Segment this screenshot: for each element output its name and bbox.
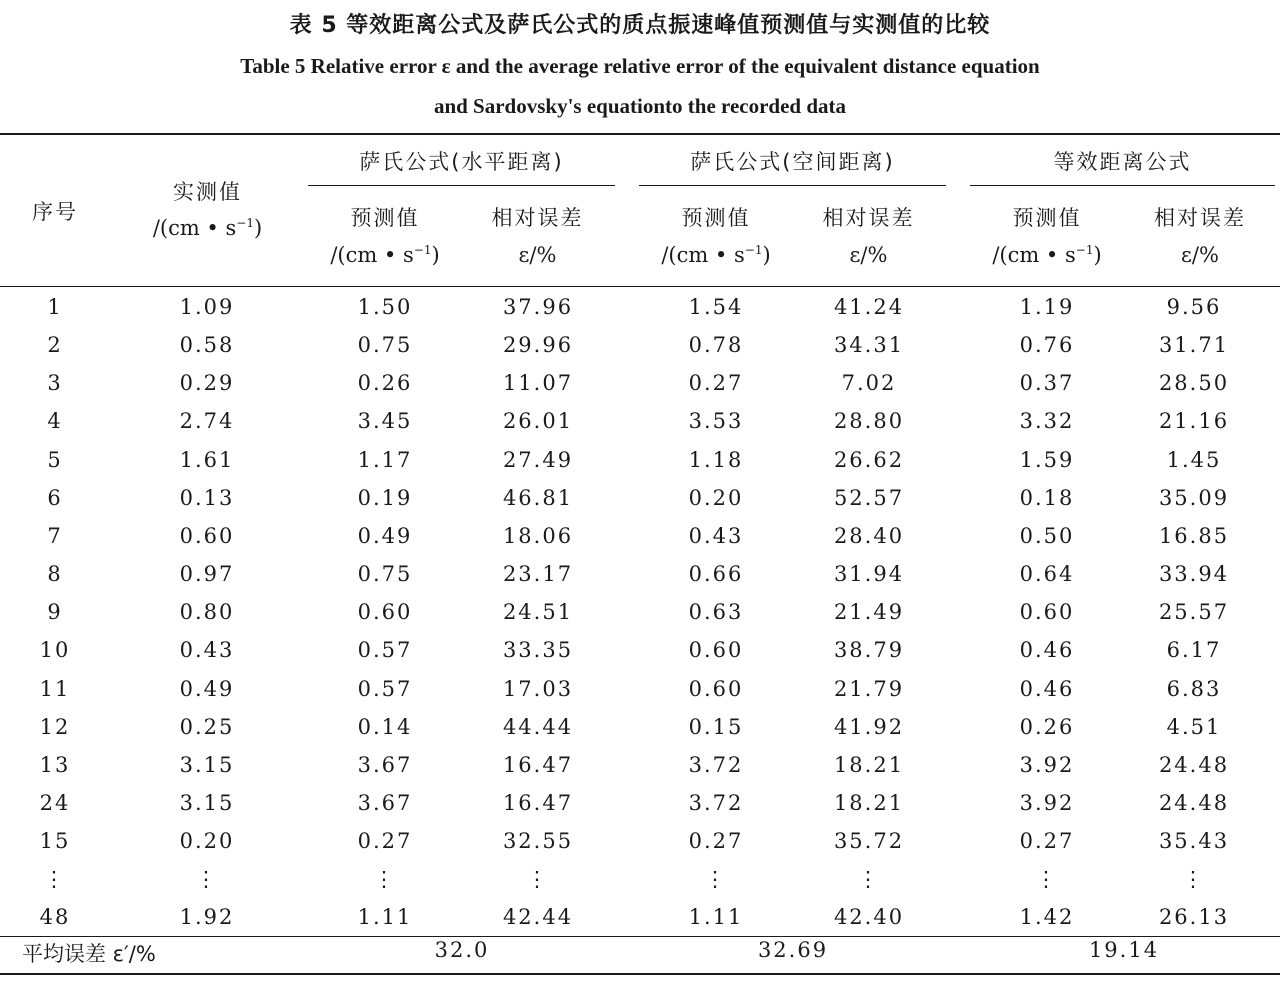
cell-seq: 48 <box>39 905 71 930</box>
cell-g1-error: 16.47 <box>502 790 574 815</box>
cell-g1-predicted: 0.57 <box>357 638 413 663</box>
cell-g2-predicted: 0.60 <box>688 676 744 701</box>
header-g3-predicted-unit <box>962 243 1132 267</box>
header-group2 <box>639 146 946 176</box>
cell-g3-predicted: 0.46 <box>1019 638 1075 663</box>
header-group3 <box>970 146 1275 176</box>
cell-seq: ⋮ <box>43 867 67 892</box>
cell-g1-predicted: 0.75 <box>357 333 413 358</box>
cell-g2-error: 31.94 <box>833 562 905 587</box>
cell-g2-predicted: 0.78 <box>688 333 744 358</box>
header-g2-error <box>791 202 946 232</box>
header-bottom-rule <box>0 286 1280 287</box>
cell-g2-predicted: 0.43 <box>688 523 744 548</box>
cell-g3-error: 26.13 <box>1158 905 1230 930</box>
cell-g2-error: ⋮ <box>857 867 881 892</box>
cell-g2-predicted: 3.72 <box>688 752 744 777</box>
cell-g3-predicted: 3.92 <box>1019 752 1075 777</box>
cell-g2-predicted: 3.53 <box>688 409 744 434</box>
unit-close: ) <box>1093 243 1102 267</box>
cell-g1-error: 23.17 <box>502 562 574 587</box>
header-g1-predicted <box>300 202 470 232</box>
cell-g1-predicted: 0.26 <box>357 371 413 396</box>
cell-g3-error: 35.43 <box>1158 829 1230 854</box>
cell-g3-error: 4.51 <box>1166 714 1222 739</box>
cell-g3-predicted: 0.37 <box>1019 371 1075 396</box>
cell-g2-error: 28.40 <box>833 523 905 548</box>
cell-g3-error: 35.09 <box>1158 485 1230 510</box>
unit-text: /(cm • s <box>992 243 1076 267</box>
unit-close: ) <box>762 243 771 267</box>
cell-g2-error: 42.40 <box>833 905 905 930</box>
group1-underline <box>308 185 615 186</box>
cell-g2-predicted: 0.27 <box>688 371 744 396</box>
cell-g3-error: 1.45 <box>1166 447 1222 472</box>
cell-g3-error: 9.56 <box>1166 295 1222 319</box>
cell-g3-error: 6.83 <box>1166 676 1222 701</box>
cell-g1-error: 46.81 <box>502 485 574 510</box>
cell-g1-predicted: 0.27 <box>357 829 413 854</box>
cell-seq: 8 <box>47 562 63 587</box>
unit-text: /(cm • s <box>661 243 745 267</box>
cell-g3-error: 16.85 <box>1158 523 1230 548</box>
cell-g3-predicted: 1.59 <box>1019 447 1075 472</box>
cell-seq: 15 <box>39 829 71 854</box>
cell-g3-predicted: 0.27 <box>1019 829 1075 854</box>
cell-seq: 5 <box>47 447 63 472</box>
cell-seq: 12 <box>39 714 71 739</box>
group2-underline <box>639 185 946 186</box>
cell-g2-predicted: 0.20 <box>688 485 744 510</box>
unit-sup: −1 <box>744 243 763 257</box>
cell-g3-predicted: 1.42 <box>1019 905 1075 930</box>
cell-measured: 0.29 <box>179 371 235 396</box>
cell-g3-error: 21.16 <box>1158 409 1230 434</box>
cell-measured: 0.60 <box>179 523 235 548</box>
table-caption-english-line2: and Sardovsky's equationto the recorded data <box>433 94 847 118</box>
cell-g1-predicted: 0.49 <box>357 523 413 548</box>
header-group1-label: 萨氏公式(水平距离) <box>359 150 564 174</box>
rel-error-label: 相对误差 <box>822 206 915 230</box>
cell-g3-error: 6.17 <box>1166 638 1222 663</box>
cell-g3-predicted: 0.76 <box>1019 333 1075 358</box>
cell-g1-error: 11.07 <box>502 371 574 396</box>
cell-measured: 0.13 <box>179 485 235 510</box>
cell-g3-predicted: 3.32 <box>1019 409 1075 434</box>
cell-g2-error: 41.24 <box>833 295 905 319</box>
cell-g2-error: 18.21 <box>833 752 905 777</box>
cell-g2-predicted: 1.11 <box>688 905 744 930</box>
cell-measured: 1.92 <box>179 905 235 930</box>
cell-g1-error: 42.44 <box>502 905 574 930</box>
cell-g2-error: 26.62 <box>833 447 905 472</box>
header-g2-predicted-unit <box>631 243 801 267</box>
err-unit: ε/% <box>518 243 557 267</box>
header-seq <box>15 196 95 226</box>
header-group3-label: 等效距离公式 <box>1053 150 1192 174</box>
unit-sup: −1 <box>413 243 432 257</box>
cell-measured: 3.15 <box>179 752 235 777</box>
header-group2-label: 萨氏公式(空间距离) <box>690 150 895 174</box>
cell-g1-error: 18.06 <box>502 523 574 548</box>
cell-g2-predicted: 0.63 <box>688 600 744 625</box>
cell-g1-error: 24.51 <box>502 600 574 625</box>
header-seq-label: 序号 <box>32 200 78 224</box>
cell-g1-error: 26.01 <box>502 409 574 434</box>
cell-g3-error: 28.50 <box>1158 371 1230 396</box>
cell-g1-error: 44.44 <box>502 714 574 739</box>
cell-g1-error: 29.96 <box>502 333 574 358</box>
cell-g2-error: 21.79 <box>833 676 905 701</box>
cell-seq: 3 <box>47 371 63 396</box>
err-unit: ε/% <box>849 243 888 267</box>
cell-g1-predicted: 1.11 <box>357 905 413 930</box>
cell-g3-error: ⋮ <box>1182 867 1206 892</box>
bottom-rule <box>0 973 1280 975</box>
cell-g2-predicted: 0.60 <box>688 638 744 663</box>
header-group1 <box>308 146 615 176</box>
cell-seq: 10 <box>39 638 71 663</box>
cell-g1-predicted: 0.75 <box>357 562 413 587</box>
cell-seq: 24 <box>39 790 71 815</box>
cell-g2-predicted: 3.72 <box>688 790 744 815</box>
cell-measured: 0.58 <box>179 333 235 358</box>
cell-measured: 0.80 <box>179 600 235 625</box>
predicted-label: 预测值 <box>350 206 420 230</box>
cell-seq: 9 <box>47 600 63 625</box>
unit-sup: −1 <box>1075 243 1094 257</box>
cell-g2-error: 41.92 <box>833 714 905 739</box>
cell-g1-error: 17.03 <box>502 676 574 701</box>
footer-avg-group3: 19.14 <box>1088 938 1160 962</box>
cell-g2-predicted: ⋮ <box>704 867 728 892</box>
cell-g3-predicted: 0.60 <box>1019 600 1075 625</box>
cell-g1-error: 33.35 <box>502 638 574 663</box>
cell-measured: 0.20 <box>179 829 235 854</box>
cell-g2-predicted: 1.54 <box>688 295 744 319</box>
cell-seq: 11 <box>39 676 71 701</box>
cell-measured: 0.25 <box>179 714 235 739</box>
cell-seq: 13 <box>39 752 71 777</box>
header-g3-error-unit <box>1120 243 1280 267</box>
cell-measured: 0.43 <box>179 638 235 663</box>
top-rule <box>0 133 1280 135</box>
cell-g2-error: 35.72 <box>833 829 905 854</box>
cell-seq: 4 <box>47 409 63 434</box>
cell-g1-predicted: 1.17 <box>357 447 413 472</box>
cell-g2-predicted: 1.18 <box>688 447 744 472</box>
header-g3-error <box>1120 202 1280 232</box>
cell-g3-error: 33.94 <box>1158 562 1230 587</box>
cell-measured: 1.61 <box>179 447 235 472</box>
cell-measured: 3.15 <box>179 790 235 815</box>
cell-g3-predicted: 0.26 <box>1019 714 1075 739</box>
cell-g1-predicted: ⋮ <box>373 867 397 892</box>
predicted-label: 预测值 <box>681 206 751 230</box>
cell-g1-predicted: 3.67 <box>357 790 413 815</box>
cell-measured: 0.49 <box>179 676 235 701</box>
cell-g3-predicted: 0.18 <box>1019 485 1075 510</box>
footer-avg-group2: 32.69 <box>757 938 829 962</box>
cell-seq: 1 <box>47 295 63 319</box>
header-measured-label: 实测值 <box>173 180 242 204</box>
header-measured <box>120 176 295 206</box>
footer-label: 平均误差 ε′/% <box>22 942 156 966</box>
header-measured-unit <box>120 216 295 240</box>
table-caption-chinese: 表 5 等效距离公式及萨氏公式的质点振速峰值预测值与实测值的比较 <box>289 13 991 38</box>
cell-g1-predicted: 0.14 <box>357 714 413 739</box>
cell-seq: 2 <box>47 333 63 358</box>
cell-g3-predicted: 0.64 <box>1019 562 1075 587</box>
table-caption-english-line1: Table 5 Relative error ε and the average relative error of the equivalent distance equation <box>240 54 1040 78</box>
unit-sup: −1 <box>236 216 254 230</box>
cell-g2-predicted: 0.27 <box>688 829 744 854</box>
cell-g2-error: 21.49 <box>833 600 905 625</box>
cell-g3-predicted: 1.19 <box>1019 295 1075 319</box>
cell-g1-predicted: 3.45 <box>357 409 413 434</box>
cell-g1-error: ⋮ <box>526 867 550 892</box>
cell-g1-predicted: 0.60 <box>357 600 413 625</box>
footer-avg-group1: 32.0 <box>434 938 490 962</box>
unit-text: /(cm • s <box>330 243 414 267</box>
cell-g1-predicted: 1.50 <box>357 295 413 319</box>
cell-g1-predicted: 0.19 <box>357 485 413 510</box>
unit-close: ) <box>431 243 440 267</box>
cell-g2-predicted: 0.15 <box>688 714 744 739</box>
cell-measured: 2.74 <box>179 409 235 434</box>
cell-g1-error: 16.47 <box>502 752 574 777</box>
rel-error-label: 相对误差 <box>1154 206 1246 230</box>
cell-g1-error: 37.96 <box>502 295 574 319</box>
header-g2-predicted <box>631 202 801 232</box>
cell-g1-predicted: 3.67 <box>357 752 413 777</box>
cell-g2-error: 18.21 <box>833 790 905 815</box>
cell-g3-predicted: 0.46 <box>1019 676 1075 701</box>
cell-g2-error: 34.31 <box>833 333 905 358</box>
cell-g1-predicted: 0.57 <box>357 676 413 701</box>
cell-g2-error: 7.02 <box>841 371 897 396</box>
cell-g3-error: 25.57 <box>1158 600 1230 625</box>
unit-text: /(cm • s <box>152 216 237 240</box>
cell-seq: 7 <box>47 523 63 548</box>
header-g3-predicted <box>962 202 1132 232</box>
cell-g2-error: 38.79 <box>833 638 905 663</box>
header-g2-error-unit <box>791 243 946 267</box>
predicted-label: 预测值 <box>1012 206 1082 230</box>
cell-g1-error: 32.55 <box>502 829 574 854</box>
cell-g3-predicted: ⋮ <box>1035 867 1059 892</box>
unit-close: ) <box>253 216 263 240</box>
cell-g3-error: 24.48 <box>1158 752 1230 777</box>
cell-g3-error: 24.48 <box>1158 790 1230 815</box>
group3-underline <box>970 185 1275 186</box>
cell-g2-predicted: 0.66 <box>688 562 744 587</box>
cell-seq: 6 <box>47 485 63 510</box>
cell-g3-predicted: 3.92 <box>1019 790 1075 815</box>
cell-g2-error: 28.80 <box>833 409 905 434</box>
header-g1-predicted-unit <box>300 243 470 267</box>
header-g1-error-unit <box>460 243 615 267</box>
cell-g3-predicted: 0.50 <box>1019 523 1075 548</box>
cell-g2-error: 52.57 <box>833 485 905 510</box>
cell-measured: ⋮ <box>195 867 219 892</box>
cell-measured: 0.97 <box>179 562 235 587</box>
cell-g1-error: 27.49 <box>502 447 574 472</box>
rel-error-label: 相对误差 <box>491 206 584 230</box>
err-unit: ε/% <box>1181 243 1219 267</box>
header-g1-error <box>460 202 615 232</box>
cell-g3-error: 31.71 <box>1158 333 1230 358</box>
cell-measured: 1.09 <box>179 295 235 319</box>
